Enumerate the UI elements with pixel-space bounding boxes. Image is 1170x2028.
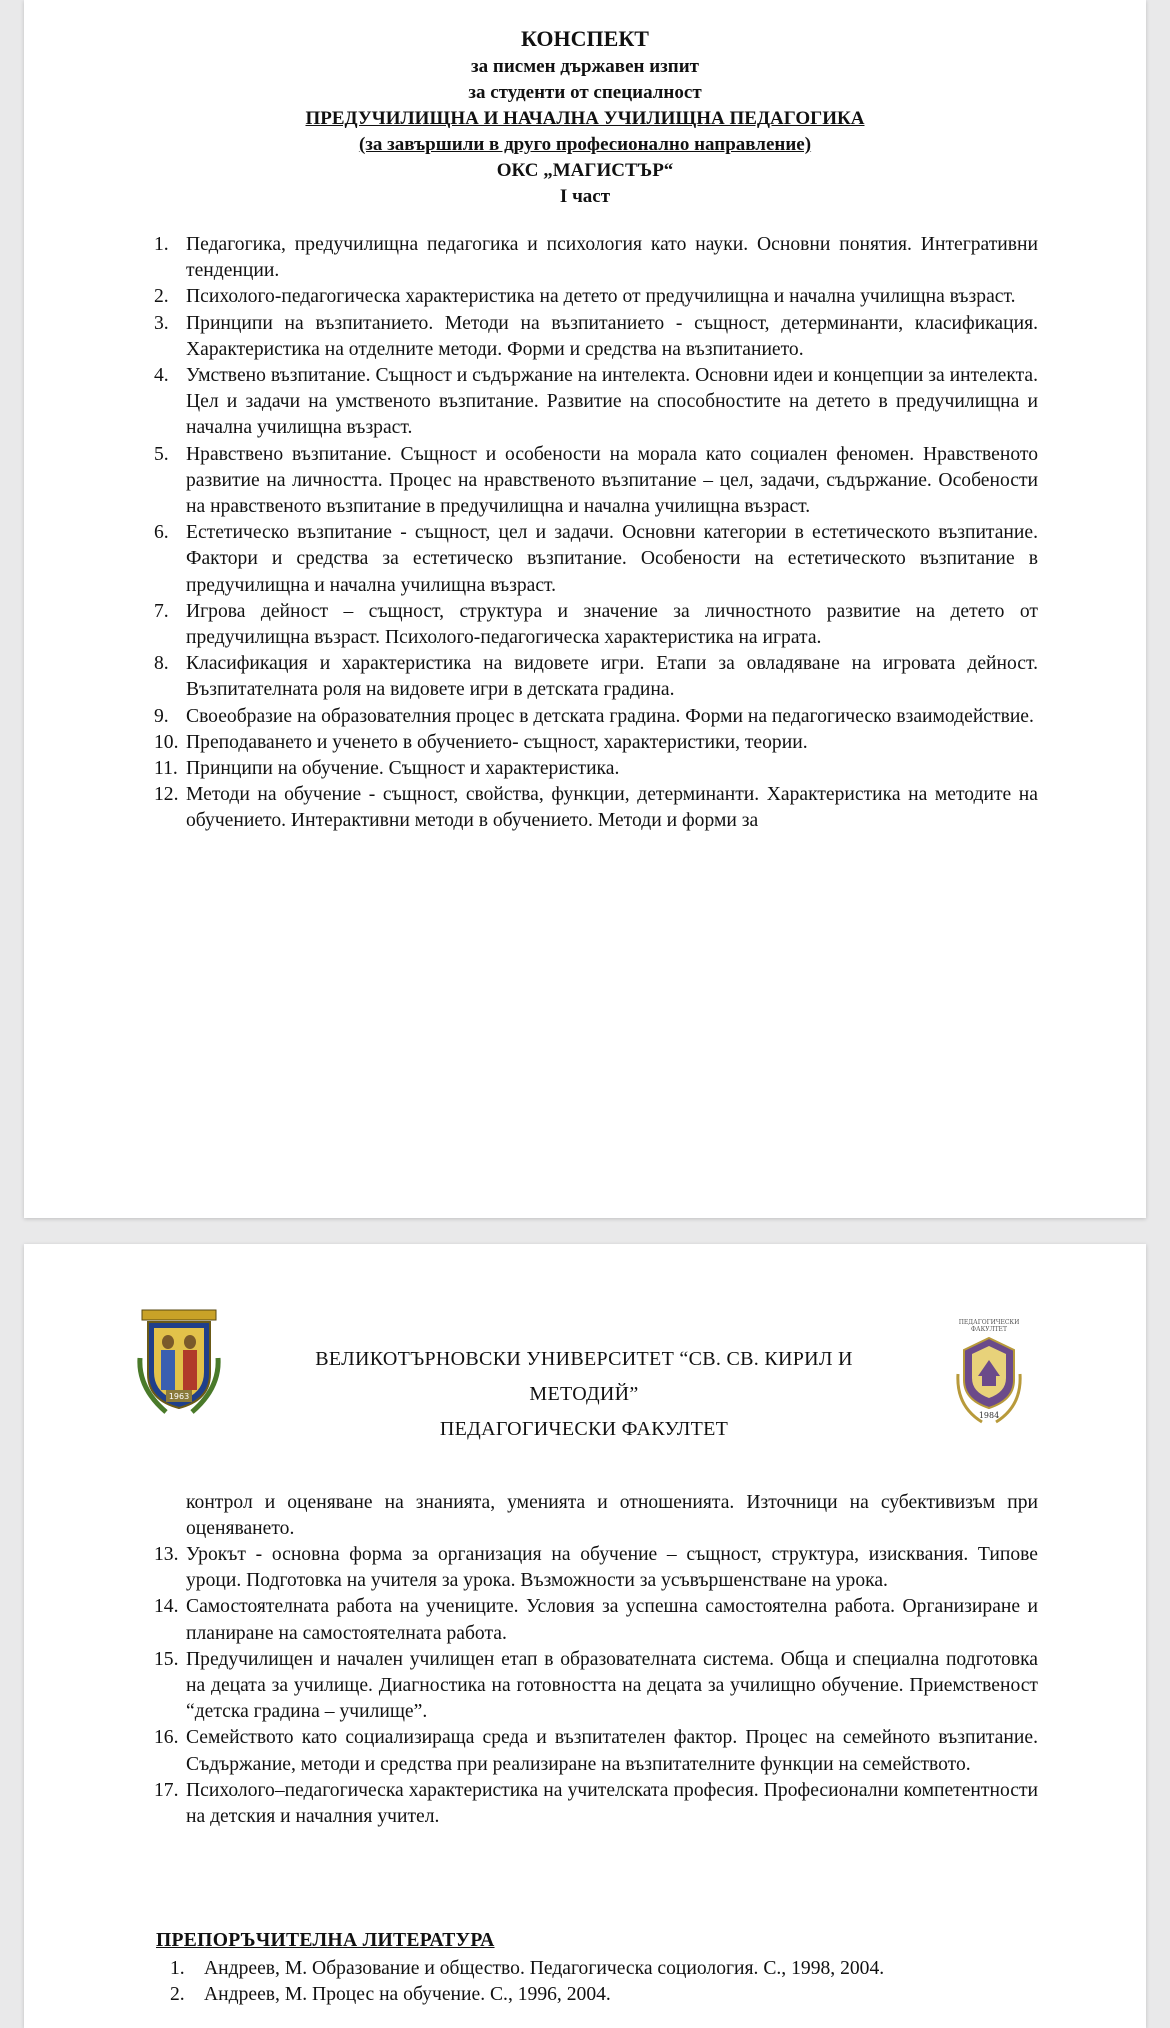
specialty-note: (за завършили в друго професионално направление) bbox=[358, 134, 812, 155]
literature-item bbox=[170, 1956, 1030, 1982]
university-name-line-2: МЕТОДИЙ” bbox=[529, 1383, 639, 1405]
topic-item bbox=[154, 599, 1038, 651]
topic-item bbox=[154, 756, 1038, 782]
item-text: Предучилищен и начален училищен етап в образователната система. Обща и специална подготовка на децата за училище. Диагностика на готовността на децата за училищно обучение. Приемственост “детска градина – училище”. bbox=[186, 1648, 1038, 1723]
item-text: Урокът - основна форма за организация на обучение – същност, структура, изисквания. Типове уроци. Подготовка на учителя за урока. Възможности за усъвършенстване на урока. bbox=[186, 1544, 1038, 1592]
crest-year: 1963 bbox=[168, 1392, 190, 1401]
item-number: 11. bbox=[154, 758, 178, 780]
item-text: Андреев, М. Образование и общество. Педагогическа социология. С., 1998, 2004. bbox=[204, 1958, 885, 1979]
literature-list bbox=[170, 1956, 1030, 2008]
item-text: Андреев, М. Процес на обучение. С., 1996, 2004. bbox=[204, 1984, 611, 2006]
item-number: 1. bbox=[154, 234, 169, 255]
item-text: Принципи на възпитанието. Методи на възпитанието - същност, детерминанти, класификация. Характеристика на отделните методи. Форми и средства на възпитанието. bbox=[186, 312, 1038, 360]
item-text: Принципи на обучение. Същност и характеристика. bbox=[186, 758, 620, 780]
literature-title: ПРЕПОРЪЧИТЕЛНА ЛИТЕРАТУРА bbox=[156, 1930, 495, 1951]
emblem-year: 1984 bbox=[978, 1411, 1000, 1420]
document-title: КОНСПЕКТ bbox=[521, 26, 649, 51]
topics-list-page-1 bbox=[154, 232, 1038, 835]
item-text: Преподаването и ученето в обучението- същност, характеристики, теории. bbox=[186, 731, 808, 753]
faculty-emblem-icon bbox=[952, 1316, 1026, 1428]
item-number: 13. bbox=[154, 1544, 179, 1565]
topic-item bbox=[154, 1778, 1038, 1830]
item-text: Умствено възпитание. Същност и съдържание на интелекта. Основни идеи и концепции за интелекта. Цел и задачи на умственото възпитание. Развитие на способностите на детето в предучилищна и начална училищна възраст. bbox=[186, 365, 1038, 439]
item-number: 7. bbox=[154, 600, 169, 622]
item-text: Семейството като социализираща среда и възпитателен фактор. Процес на семейното възпитание. Съдържание, методи и средства при реализиране на възпитателните функции на семейството. bbox=[186, 1727, 1038, 1775]
topic-item bbox=[154, 1594, 1038, 1646]
topic-item bbox=[154, 311, 1038, 363]
university-crest-icon bbox=[136, 1308, 222, 1416]
header-line-1: за писмен държавен изпит bbox=[470, 56, 700, 77]
topic-item bbox=[154, 442, 1038, 521]
item-number: 4. bbox=[154, 365, 169, 387]
header-line-2: за студенти от специалност bbox=[468, 82, 702, 103]
topic-item bbox=[154, 520, 1038, 599]
part-label: І част bbox=[559, 186, 611, 207]
item-number: 10. bbox=[154, 731, 179, 753]
item-number: 8. bbox=[154, 653, 169, 675]
item-text: Игрова дейност – същност, структура и значение за личностното развитие на детето от предучилищна възраст. Психолого-педагогическа характеристика на играта. bbox=[186, 600, 1038, 649]
item-number: 16. bbox=[154, 1727, 179, 1749]
topic-item bbox=[154, 1542, 1038, 1594]
topic-item bbox=[154, 782, 1038, 834]
item-number: 17. bbox=[154, 1779, 179, 1801]
document-page-1 bbox=[24, 0, 1146, 1218]
faculty-name: ПЕДАГОГИЧЕСКИ ФАКУЛТЕТ bbox=[439, 1418, 729, 1440]
item-text: Методи на обучение - същност, свойства, функции, детерминанти. Характеристика на методите на обучението. Интерактивни методи в обучението. Методи и форми за bbox=[186, 784, 1038, 832]
item-text: Нравствено възпитание. Същност и особености на морала като социален феномен. Нравственото развитие на личността. Процес на нравственото възпитание – цел, задачи, съдържание. Особености на нравственото възпитание в предучилищна и начална училищна възраст. bbox=[186, 443, 1038, 518]
item-number: 2. bbox=[154, 286, 169, 308]
document-header bbox=[24, 24, 1146, 210]
topic-item bbox=[154, 730, 1038, 756]
topic-item bbox=[154, 1725, 1038, 1777]
topic-item bbox=[154, 232, 1038, 284]
university-header bbox=[264, 1342, 904, 1447]
item-number: 14. bbox=[154, 1596, 179, 1618]
item-text: Своеобразие на образователния процес в детската градина. Форми на педагогическо взаимодействие. bbox=[186, 705, 1034, 727]
emblem-label-1: ПЕДАГОГИЧЕСКИ bbox=[958, 1319, 1020, 1326]
item-text: Педагогика, предучилищна педагогика и психология като науки. Основни понятия. Интегративни тенденции. bbox=[186, 234, 1038, 282]
item-text: Психолого-педагогическа характеристика на детето от предучилищна и начална училищна възраст. bbox=[186, 286, 1016, 308]
item-number: 12. bbox=[154, 784, 179, 806]
item-text: Класификация и характеристика на видовете игри. Етапи за овладяване на игровата дейност. Възпитателната роля на видовете игри в детската градина. bbox=[186, 653, 1038, 701]
item-number: 5. bbox=[154, 443, 169, 465]
specialty-title: ПРЕДУЧИЛИЩНА И НАЧАЛНА УЧИЛИЩНА ПЕДАГОГИКА bbox=[305, 108, 865, 129]
item-number: 1. bbox=[170, 1958, 185, 1979]
item-number: 3. bbox=[154, 312, 169, 334]
degree-label: ОКС „МАГИСТЪР“ bbox=[496, 160, 674, 181]
item-number: 2. bbox=[170, 1984, 185, 2006]
item-number: 6. bbox=[154, 522, 169, 544]
literature-item bbox=[170, 1982, 1030, 2008]
topic-item bbox=[154, 363, 1038, 442]
item-text: Естетическо възпитание - същност, цел и задачи. Основни категории в естетическото възпитание. Фактори и средства за естетическо възпитание. Особености на естетическото възпитание в предучилищна и начална училищна възраст. bbox=[186, 522, 1038, 596]
topic-item bbox=[154, 704, 1038, 730]
topic-12-continuation: контрол и оценяване на знанията, уменията и отношенията. Източници на субективизъм при оценяването. bbox=[186, 1492, 1038, 1540]
item-text: Психолого–педагогическа характеристика на учителската професия. Професионални компетентности на детския и началния учител. bbox=[186, 1779, 1038, 1828]
emblem-label-2: ФАКУЛТЕТ bbox=[971, 1326, 1007, 1333]
topic-item bbox=[154, 651, 1038, 703]
topics-list-page-2 bbox=[154, 1542, 1038, 1830]
document-page-2 bbox=[24, 1244, 1146, 2028]
topic-item bbox=[154, 1647, 1038, 1726]
university-name-line-1: ВЕЛИКОТЪРНОВСКИ УНИВЕРСИТЕТ “СВ. СВ. КИРИЛ И bbox=[315, 1348, 853, 1370]
topic-item bbox=[154, 284, 1038, 310]
item-number: 15. bbox=[154, 1648, 179, 1670]
item-number: 9. bbox=[154, 705, 169, 727]
item-text: Самостоятелната работа на учениците. Условия за успешна самостоятелна работа. Организиране и планиране на самостоятелната работа. bbox=[186, 1596, 1038, 1644]
